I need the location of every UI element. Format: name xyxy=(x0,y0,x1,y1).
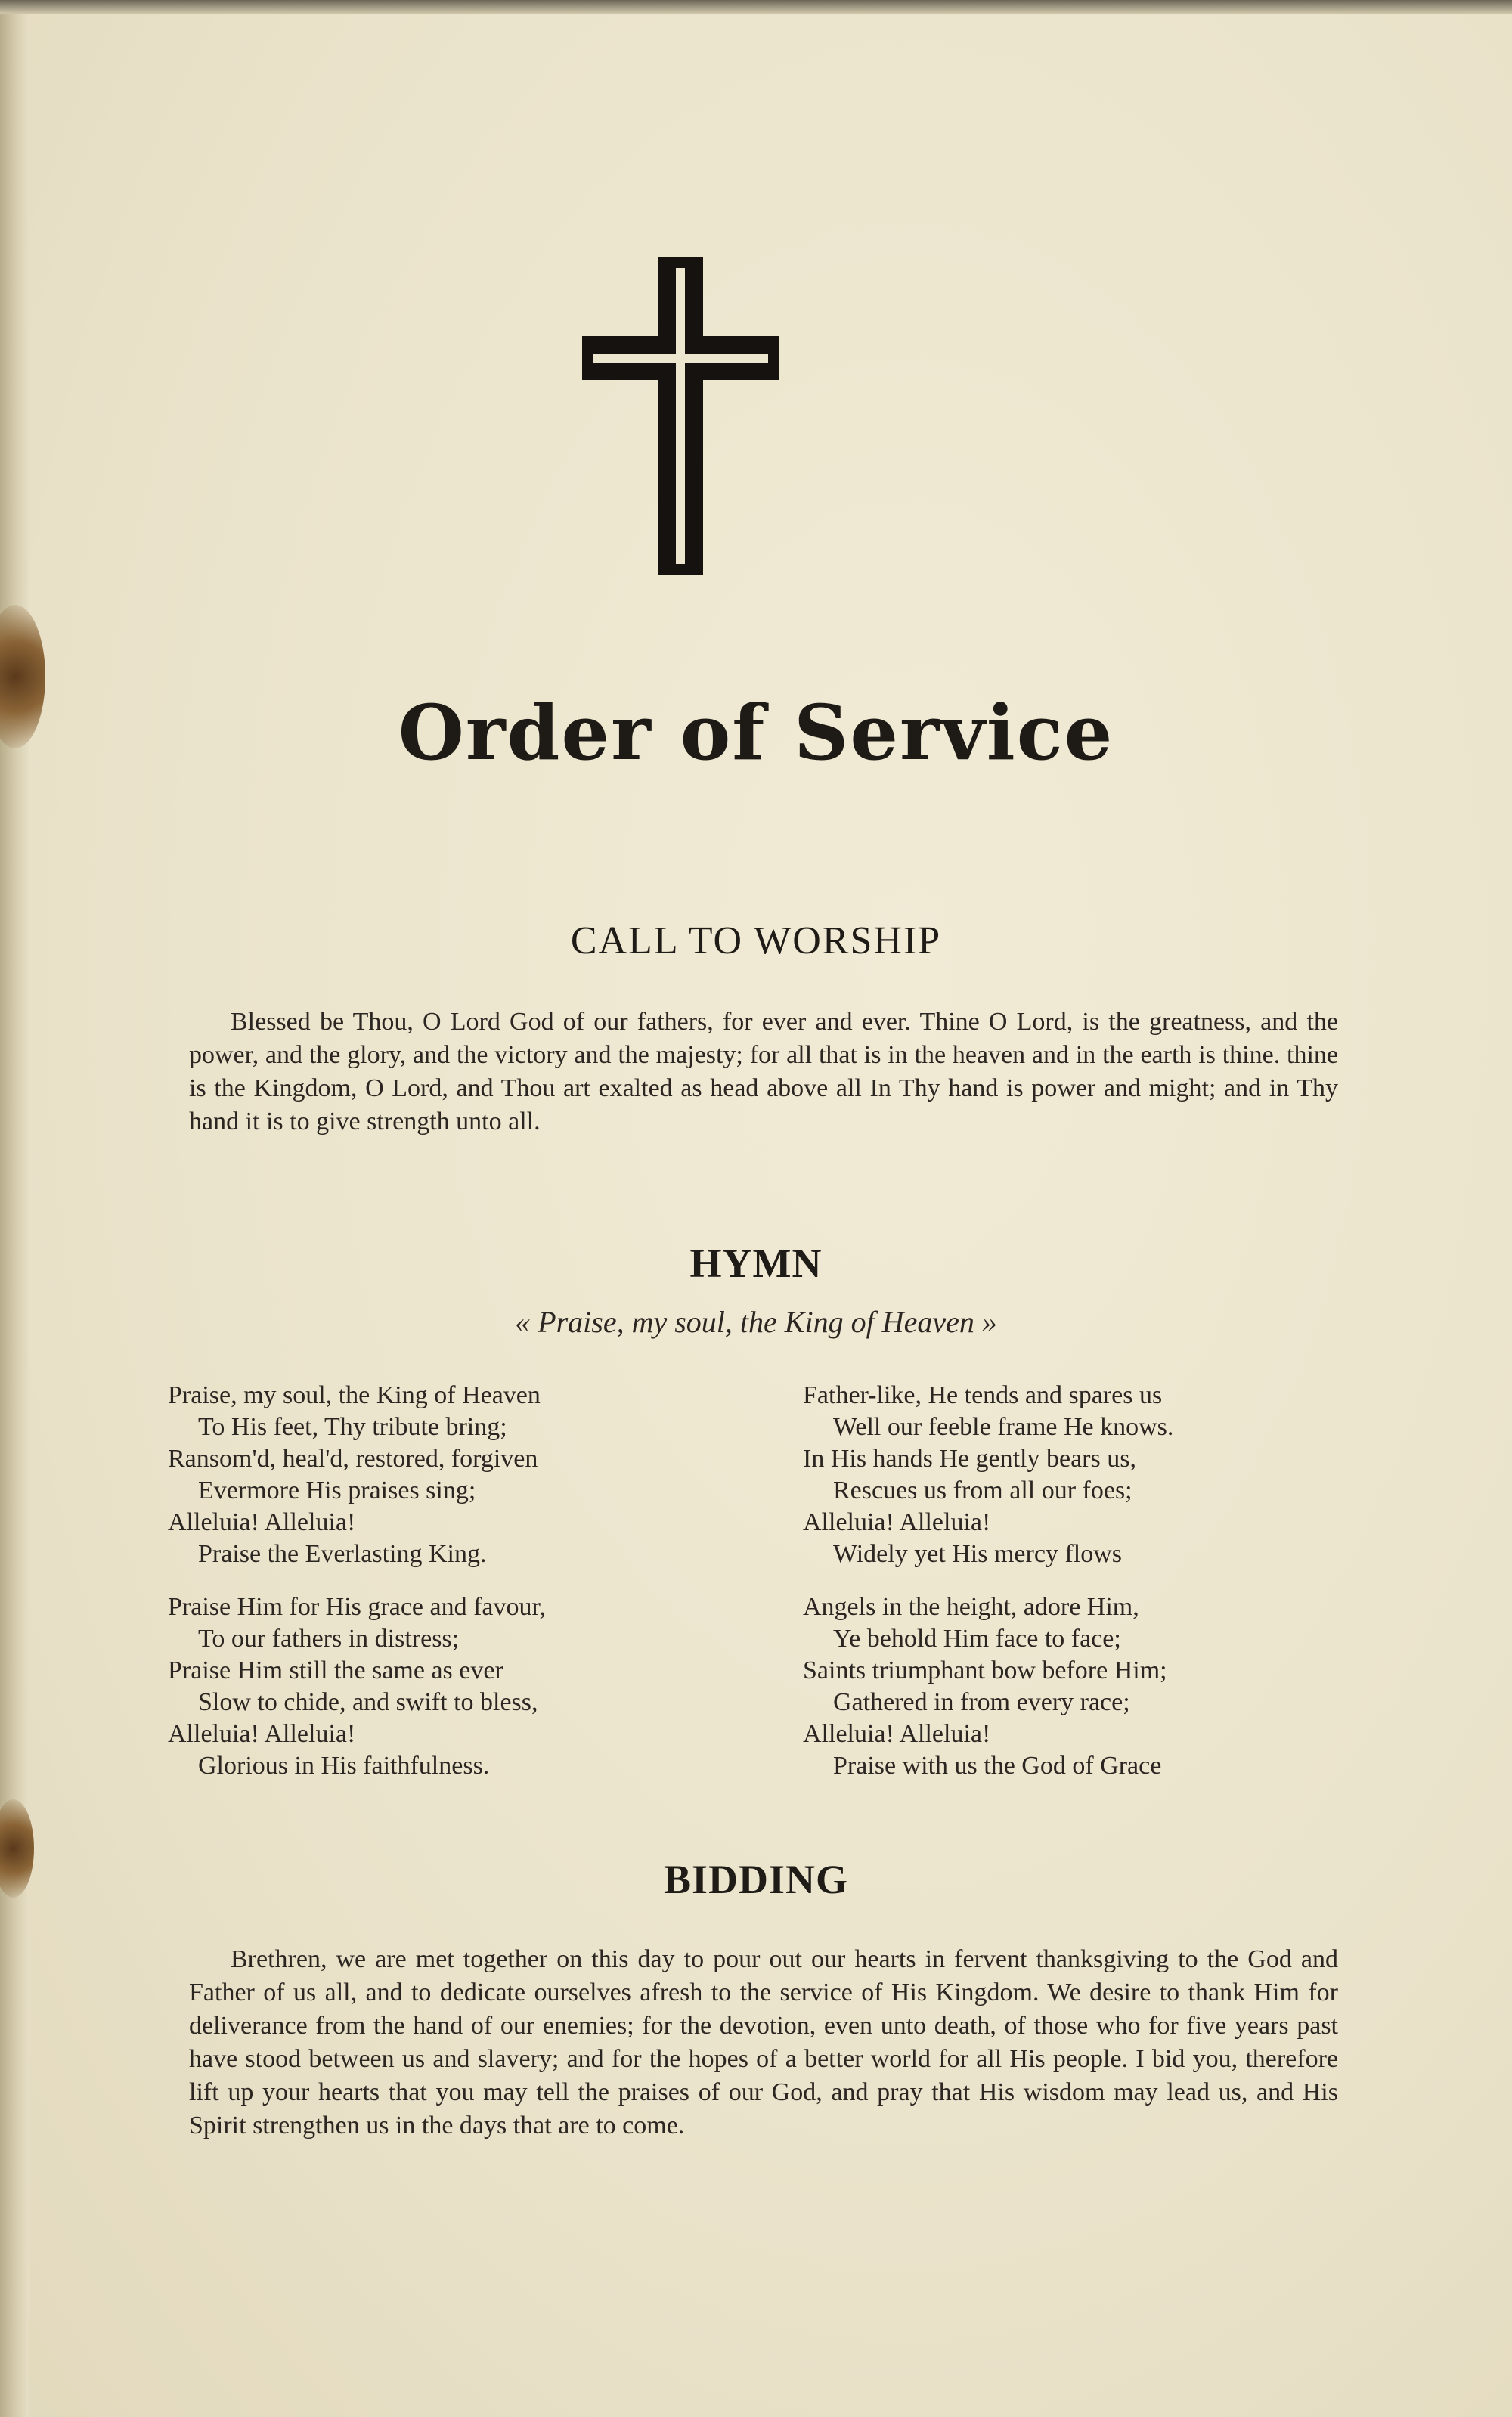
verse-line: Praise Him for His grace and favour, xyxy=(168,1593,546,1621)
verse-line: Ransom'd, heal'd, restored, forgiven xyxy=(168,1445,538,1473)
hymn-verse-4 xyxy=(803,1591,1377,1782)
verse-line: Glorious in His faithfulness. xyxy=(198,1752,490,1780)
verse-line: Ye behold Him face to face; xyxy=(833,1625,1121,1653)
hymn-title: « Praise, my soul, the King of Heaven » xyxy=(515,1305,997,1339)
verse-line: In His hands He gently bears us, xyxy=(803,1445,1136,1473)
verse-line: Angels in the height, adore Him, xyxy=(803,1593,1139,1621)
verse-line: Widely yet His mercy flows xyxy=(833,1540,1122,1568)
call-to-worship-heading: CALL TO WORSHIP xyxy=(570,919,942,962)
hymn-verse-1 xyxy=(168,1380,742,1570)
verse-line: Praise Him still the same as ever xyxy=(168,1656,503,1684)
page-title: Order of Service xyxy=(398,688,1114,777)
verse-line: Evermore His praises sing; xyxy=(198,1477,476,1504)
verse-line: Rescues us from all our foes; xyxy=(833,1477,1132,1504)
verse-line: Father-like, He tends and spares us xyxy=(803,1381,1163,1409)
verse-line: Praise, my soul, the King of Heaven xyxy=(168,1381,541,1409)
verse-line: To His feet, Thy tribute bring; xyxy=(198,1413,507,1441)
binding-edge xyxy=(0,0,29,2417)
verse-line: Praise with us the God of Grace xyxy=(833,1752,1162,1780)
verse-line: Slow to chide, and swift to bless, xyxy=(198,1688,538,1716)
verse-line: Well our feeble frame He knows. xyxy=(833,1413,1174,1441)
hymn-heading: HYMN xyxy=(689,1241,823,1286)
verse-line: Gathered in from every race; xyxy=(833,1688,1130,1716)
page-top-edge xyxy=(0,0,1512,14)
call-to-worship-text: Blessed be Thou, O Lord God of our fathers, for ever and ever. Thine O Lord, is the greatness, and the power, and the glory, and the victory and the majesty; for all that is in the heaven and in the earth is thine. thine is the Kingdom, O Lord, and Thou art exalted as head above all In Thy hand is power and might; and in Thy hand it is to give strength unto all. xyxy=(189,1008,1338,1136)
hymn-verse-2 xyxy=(168,1591,742,1782)
verse-line: Saints triumphant bow before Him; xyxy=(803,1656,1167,1684)
verse-line: Praise the Everlasting King. xyxy=(198,1540,487,1568)
verse-line: Alleluia! Alleluia! xyxy=(803,1720,991,1748)
hymn-verse-3 xyxy=(803,1380,1377,1570)
cross-icon xyxy=(582,257,779,575)
verse-line: Alleluia! Alleluia! xyxy=(168,1720,356,1748)
bidding-text: Brethren, we are met together on this day to pour out our hearts in fervent thanksgiving to the God and Father of us all, and to dedicate ourselves afresh to the service of His Kingdom. We desire to thank Him for deliverance from the hand of our enemies; for the devotion, even unto death, of those who for five years past have stood between us and slavery; and for the hopes of a better world for all His people. I bid you, therefore lift up your hearts that you may tell the praises of our God, and pray that His wisdom may lead us, and His Spirit strengthen us in the days that are to come. xyxy=(189,1945,1338,2140)
verse-line: Alleluia! Alleluia! xyxy=(803,1508,991,1536)
bidding-heading: BIDDING xyxy=(663,1857,849,1902)
verse-line: To our fathers in distress; xyxy=(198,1625,460,1653)
verse-line: Alleluia! Alleluia! xyxy=(168,1508,356,1536)
